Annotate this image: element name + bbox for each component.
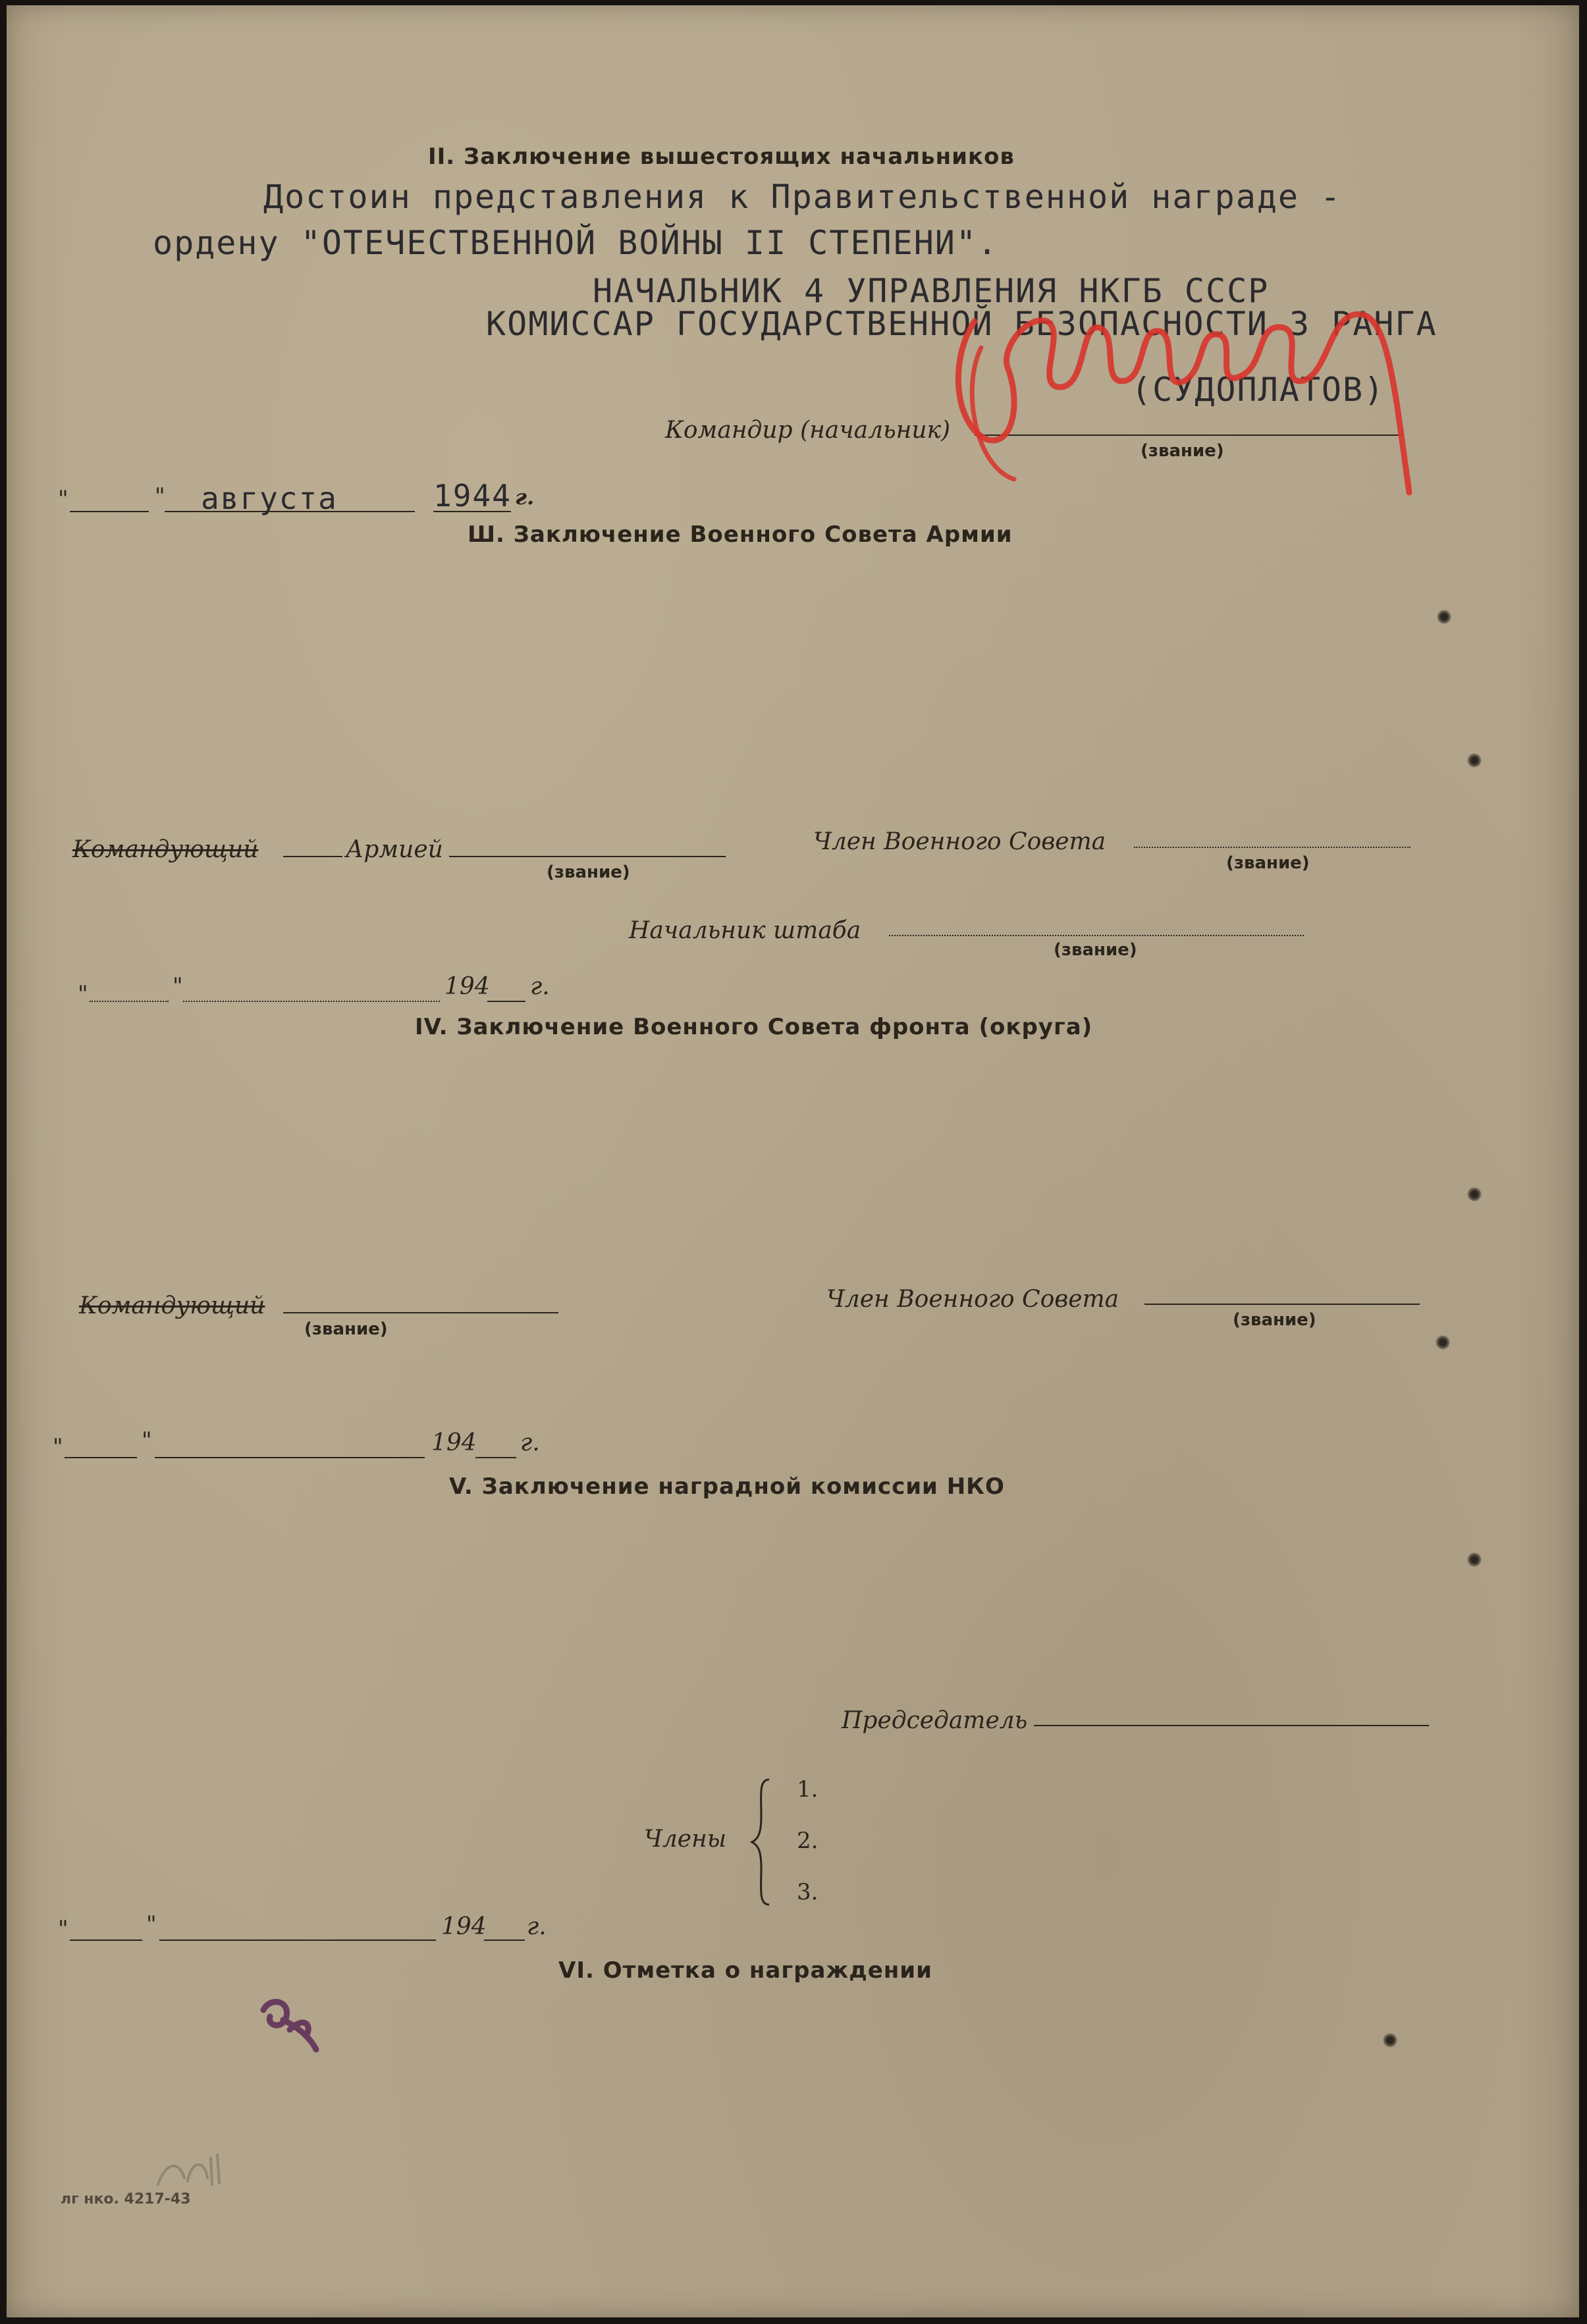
chief-of-staff-label: Начальник штаба [629, 917, 861, 944]
punch-hole [1467, 1187, 1482, 1202]
army-commander-gap-line [283, 856, 342, 857]
chief-of-staff-line [889, 935, 1304, 936]
commander-label: Командир (начальник) [665, 417, 951, 444]
date-3-year-line [487, 1001, 525, 1002]
date-4-suffix: г. [520, 1429, 540, 1456]
purple-ink-mark [250, 1990, 329, 2056]
punch-hole [1383, 2033, 1397, 2047]
army-council-member-label: Член Военного Совета [813, 828, 1106, 855]
punch-hole [1467, 1552, 1482, 1567]
typed-recommendation-line-1: Достоин представления к Правительственной награде - [263, 178, 1342, 216]
section-6-heading: VI. Отметка о награждении [558, 1957, 932, 1984]
punch-hole [1467, 753, 1482, 768]
member-2: 2. [797, 1828, 819, 1854]
typed-signatory-name: (СУДОПЛАТОВ) [1131, 371, 1385, 409]
army-commander-label: Командующий [72, 836, 259, 863]
date-year-suffix: г. [515, 485, 535, 510]
front-commander-label: Командующий [79, 1292, 265, 1319]
front-commander-rank-label: (звание) [304, 1319, 388, 1339]
front-council-member-line [1144, 1304, 1420, 1305]
army-commander-signature-line [449, 856, 726, 857]
typed-rank-line: КОМИССАР ГОСУДАРСТВЕННОЙ БЕЗОПАСНОСТИ 3 РАНГА [486, 305, 1438, 343]
date-open-quote: " [58, 486, 68, 512]
army-commander-rank-label: (звание) [547, 862, 630, 882]
member-1: 1. [797, 1776, 819, 1803]
date-4-close-quote: " [142, 1427, 152, 1454]
red-signature [935, 269, 1462, 532]
date-4-open-quote: " [53, 1434, 63, 1460]
commander-rank-label: (звание) [1141, 441, 1224, 461]
date-5-year: 194 [441, 1913, 487, 1940]
date-5-close-quote: " [146, 1911, 157, 1938]
typed-recommendation-line-2: ордену "ОТЕЧЕСТВЕННОЙ ВОЙНЫ II СТЕПЕНИ". [153, 224, 999, 262]
typed-position-line: НАЧАЛЬНИК 4 УПРАВЛЕНИЯ НКГБ СССР [593, 272, 1270, 310]
date-5-month-line [159, 1940, 436, 1941]
date-5-open-quote: " [58, 1916, 68, 1942]
chief-rank-label: (звание) [1054, 940, 1137, 960]
date-4-month-line [155, 1457, 425, 1458]
member-3: 3. [797, 1879, 819, 1905]
chairman-label: Председатель [842, 1707, 1028, 1734]
date-3-year: 194 [444, 973, 490, 1000]
punch-hole [1436, 1335, 1450, 1350]
front-council-member-label: Член Военного Совета [826, 1286, 1119, 1313]
date-3-month-line [183, 1001, 440, 1002]
date-4-year-line [475, 1457, 516, 1458]
section-4-heading: IV. Заключение Военного Совета фронта (округа) [415, 1014, 1093, 1040]
army-council-member-line [1134, 847, 1411, 848]
date-3-suffix: г. [530, 973, 550, 1000]
members-brace [749, 1776, 776, 1908]
section-5-heading: V. Заключение наградной комиссии НКО [449, 1473, 1005, 1500]
army-council-rank-label: (звание) [1226, 853, 1310, 873]
date-close-quote: " [155, 483, 165, 510]
date-5-year-line [484, 1940, 525, 1941]
faded-pencil-note [151, 2145, 230, 2198]
date-3-day-line [90, 1001, 169, 1002]
army-label: Армией [346, 836, 443, 863]
date-3-open-quote: " [78, 981, 88, 1007]
front-commander-signature-line [283, 1312, 558, 1313]
date-4-year: 194 [431, 1429, 477, 1456]
date-4-day-line [65, 1457, 137, 1458]
date-year-line [433, 511, 511, 512]
document-sheet [7, 5, 1579, 2317]
date-5-suffix: г. [527, 1913, 547, 1940]
section-2-heading: II. Заключение вышестоящих начальников [428, 144, 1015, 170]
date-year-value: 1944 [433, 478, 512, 514]
date-day-line [70, 511, 149, 512]
chairman-signature-line [1034, 1725, 1429, 1726]
punch-hole [1437, 610, 1451, 624]
date-5-day-line [70, 1940, 142, 1941]
date-3-close-quote: " [173, 973, 183, 999]
print-code: лг нко. 4217-43 [61, 2191, 191, 2207]
members-label: Члены [644, 1826, 727, 1853]
section-3-heading: Ш. Заключение Военного Совета Армии [468, 521, 1013, 548]
date-month-value: августа [201, 481, 338, 516]
front-council-rank-label: (звание) [1233, 1310, 1316, 1330]
